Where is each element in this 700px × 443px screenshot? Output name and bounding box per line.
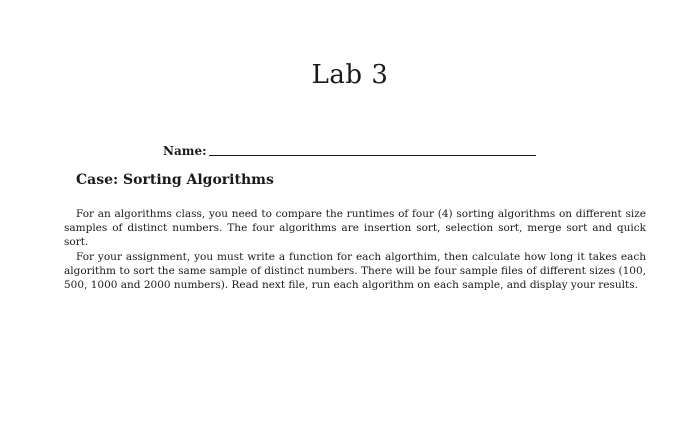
name-field-row: [163, 140, 536, 158]
assignment-body: [64, 207, 646, 292]
paragraph-intro: For an algorithms class, you need to compare the runtimes of four (4) sorting algorithms on different size samples of distinct numbers. The four algorithms are insertion sort, selection sort, merge sort and quick sort.: [64, 208, 646, 249]
page-title: Lab 3: [311, 60, 389, 90]
name-label: Name:: [163, 144, 207, 158]
name-blank-line: [209, 145, 536, 156]
case-heading: Case: Sorting Algorithms: [76, 172, 274, 188]
paragraph-assignment: For your assignment, you must write a function for each algorthim, then calculate how long it takes each algorithm to sort the same sample of distinct numbers. There will be four sample files of different sizes (100, 500, 1000 and 2000 numbers). Read next file, run each algorithm on each sample, and display your results.: [64, 250, 646, 292]
